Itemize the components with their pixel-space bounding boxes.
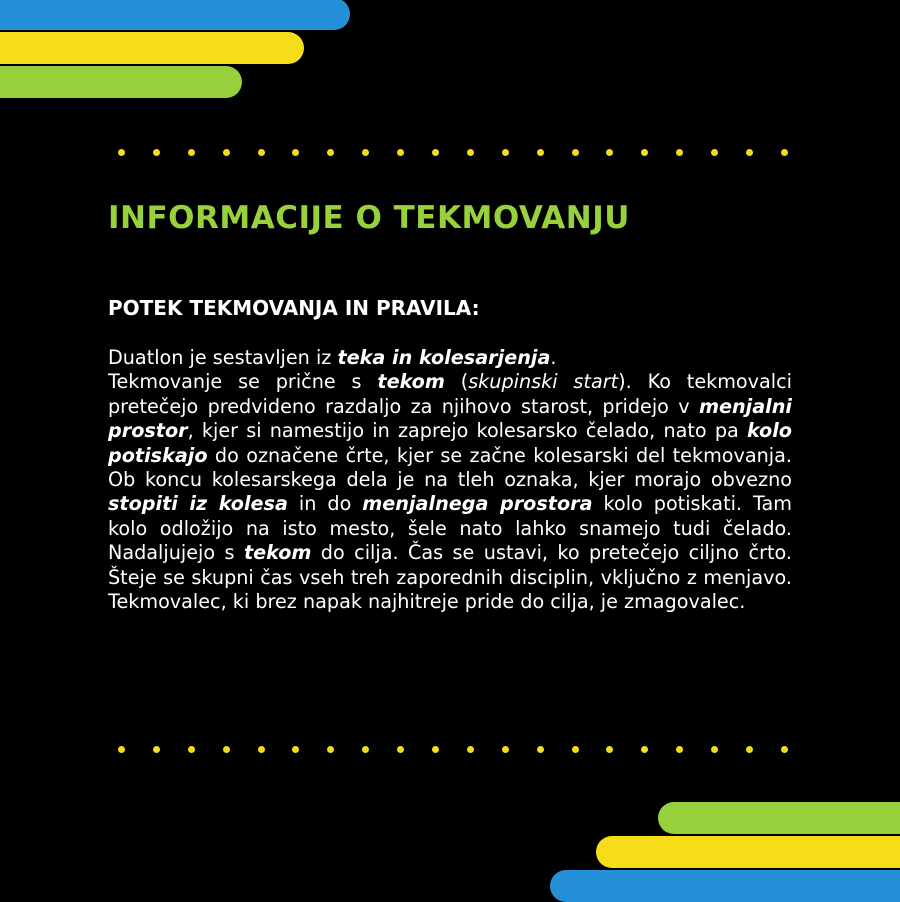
divider-dot (397, 746, 404, 753)
divider-dot (746, 149, 753, 156)
divider-dot (362, 149, 369, 156)
stripe-green-bottom (658, 802, 900, 834)
divider-dot (467, 149, 474, 156)
divider-dot (467, 746, 474, 753)
divider-dot (362, 746, 369, 753)
divider-dot (781, 149, 788, 156)
divider-dot (606, 149, 613, 156)
divider-dot (258, 149, 265, 156)
divider-dot (711, 746, 718, 753)
section-heading: POTEK TEKMOVANJA IN PRAVILA: (108, 296, 480, 320)
page-title: INFORMACIJE O TEKMOVANJU (108, 200, 630, 236)
stripe-green-top (0, 66, 242, 98)
divider-dot (153, 149, 160, 156)
divider-dot (537, 746, 544, 753)
stripe-blue-bottom (550, 870, 900, 902)
divider-dot (327, 746, 334, 753)
divider-dot (502, 746, 509, 753)
divider-dot (432, 149, 439, 156)
divider-dot (118, 149, 125, 156)
divider-dot (537, 149, 544, 156)
divider-dot (223, 746, 230, 753)
divider-dot (572, 746, 579, 753)
stripe-yellow-top (0, 32, 304, 64)
divider-dot (606, 746, 613, 753)
divider-dot (746, 746, 753, 753)
divider-dot (781, 746, 788, 753)
divider-dot (188, 149, 195, 156)
divider-dot (641, 149, 648, 156)
divider-dot (676, 746, 683, 753)
divider-dot (432, 746, 439, 753)
stripe-yellow-bottom (596, 836, 900, 868)
divider-dot (676, 149, 683, 156)
divider-dot (502, 149, 509, 156)
divider-dot (292, 149, 299, 156)
divider-dot (258, 746, 265, 753)
divider-dot (188, 746, 195, 753)
divider-dot (711, 149, 718, 156)
divider-dot (572, 149, 579, 156)
divider-dot (641, 746, 648, 753)
divider-dot (223, 149, 230, 156)
rules-text (108, 346, 792, 614)
divider-dot (397, 149, 404, 156)
stripe-blue-top (0, 0, 350, 30)
divider-dot (118, 746, 125, 753)
divider-dot (153, 746, 160, 753)
rules-paragraph: Tekmovanje se prične s tekom (skupinski start). Ko tekmovalci pretečejo predvideno razdaljo za njihovo starost, pridejo v menjalni prostor, kjer si namestijo in zaprejo kolesarsko čelado, nato pa kolo potiskajo do označene črte, kjer se začne kolesarski del tekmovanja. Ob koncu kolesarskega dela je na tleh oznaka, kjer morajo obvezno stopiti iz kolesa in do menjalnega prostora kolo potiskati. Tam kolo odložijo na isto mesto, šele nato lahko snamejo tudi čelado. Nadaljujejo s tekom do cilja. Čas se ustavi, ko pretečejo ciljno črto. Šteje se skupni čas vseh treh zaporednih disciplin, vključno z menjavo. Tekmovalec, ki brez napak najhitreje pride do cilja, je zmagovalec. (108, 370, 792, 614)
intro-paragraph: Duatlon je sestavljen iz teka in kolesarjenja. (108, 346, 557, 369)
dotted-divider-top (118, 149, 788, 157)
divider-dot (327, 149, 334, 156)
dotted-divider-bottom (118, 746, 788, 754)
divider-dot (292, 746, 299, 753)
